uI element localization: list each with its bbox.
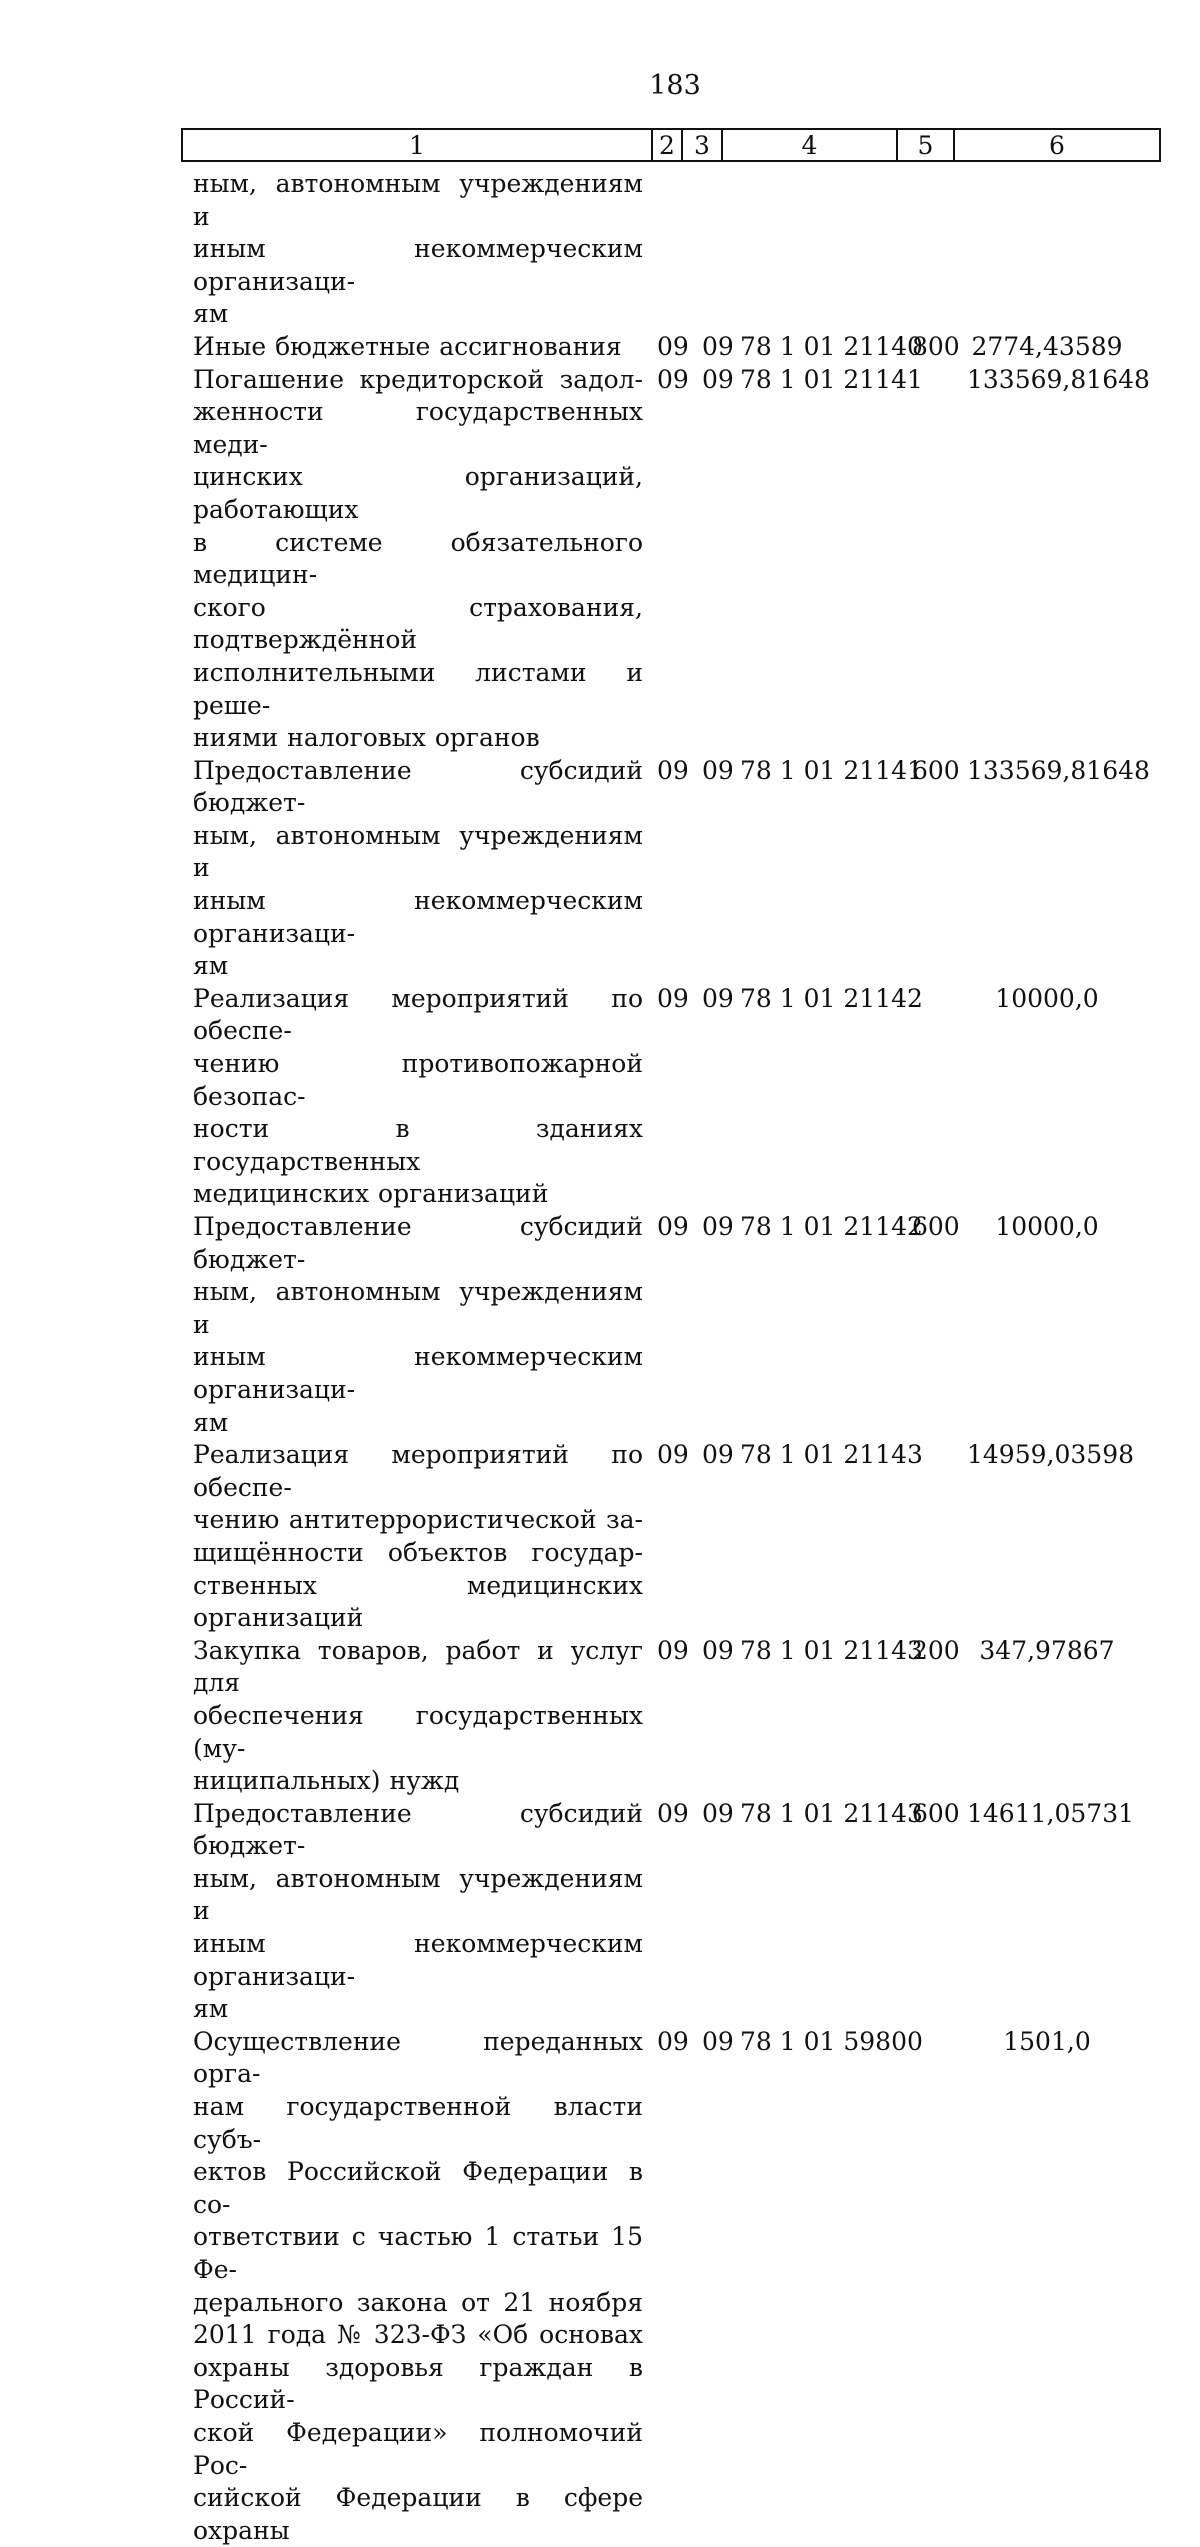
target-article-code: 78 1 01 21142: [740, 983, 923, 1013]
amount: 133569,81648: [967, 755, 1150, 785]
target-article-code: 78 1 01 21142: [740, 1212, 923, 1241]
row-name: [193, 1439, 643, 1635]
row-name: [193, 331, 643, 364]
target-article-code: 78 1 01 21143: [740, 1440, 923, 1470]
row-name: [193, 1211, 643, 1439]
row-name-line: ям: [193, 951, 229, 981]
page-number: 183: [649, 70, 701, 101]
table-row: [193, 331, 1173, 364]
subsection-code: 09: [702, 2026, 734, 2056]
row-name-line: щищённости объектов государ-: [193, 1537, 643, 1567]
section-code: 09: [657, 364, 689, 394]
row-name: [193, 168, 643, 331]
row-name-line: иным некоммерческим организаци-: [193, 886, 643, 948]
section-code: 09: [657, 1212, 689, 1241]
column-header-3: 3: [683, 130, 723, 160]
row-name-line: женности государственных меди-: [193, 397, 643, 459]
row-name-line: ственных медицинских организаций: [193, 1570, 643, 1633]
row-name-line: 2011 года № 323-ФЗ «Об основах: [193, 2320, 643, 2350]
row-name-line: Предоставление субсидий бюджет-: [193, 755, 643, 818]
row-name: [193, 755, 643, 983]
subsection-code: 09: [702, 364, 734, 394]
amount: 10000,0: [995, 1212, 1099, 1241]
amount: 347,97867: [979, 1635, 1115, 1665]
expense-type-code: 600: [912, 755, 960, 785]
row-name-line: в системе обязательного медицин-: [193, 527, 643, 590]
amount: 2774,43589: [971, 331, 1123, 361]
row-name-line: медицинских организаций: [193, 1179, 549, 1209]
table-body: [193, 168, 1173, 2547]
subsection-code: 09: [702, 983, 734, 1013]
row-name-line: ской Федерации» полномочий Рос-: [193, 2417, 643, 2480]
table-row: [193, 2026, 1173, 2547]
row-name-line: ского страхования, подтверждённой: [193, 592, 643, 655]
row-name-line: дерального закона от 21 ноября: [193, 2287, 643, 2317]
row-name-line: Закупка товаров, работ и услуг для: [193, 1635, 643, 1698]
row-name-line: ям: [193, 299, 229, 329]
amount: 10000,0: [995, 983, 1099, 1013]
row-name-line: охраны здоровья граждан в Россий-: [193, 2352, 643, 2415]
amount: 1501,0: [1003, 2026, 1091, 2056]
table-row: [193, 364, 1173, 755]
row-name-line: Реализация мероприятий по обеспе-: [193, 1440, 643, 1502]
subsection-code: 09: [702, 331, 734, 361]
subsection-code: 09: [702, 1635, 734, 1665]
section-code: 09: [657, 1635, 689, 1665]
target-article-code: 78 1 01 21141: [740, 755, 923, 785]
row-name-line: ям: [193, 1994, 229, 2024]
expense-type-code: 600: [912, 1798, 960, 1828]
row-name-line: Реализация мероприятий по обеспе-: [193, 983, 643, 1046]
table-row: [193, 983, 1173, 1211]
row-name-line: сийской Федерации в сфере охраны: [193, 2483, 643, 2545]
row-name-line: иным некоммерческим организаци-: [193, 234, 643, 296]
row-name-line: ным, автономным учреждениям и: [193, 1277, 643, 1339]
row-name-line: обеспечения государственных (му-: [193, 1700, 643, 1763]
column-header-2: 2: [653, 130, 683, 160]
column-header-1: 1: [183, 130, 653, 160]
row-name: [193, 983, 643, 1211]
row-name-line: цинских организаций, работающих: [193, 462, 643, 524]
target-article-code: 78 1 01 21143: [740, 1798, 923, 1828]
table-header: [181, 128, 1161, 162]
subsection-code: 09: [702, 1440, 734, 1470]
table-row: [193, 1798, 1173, 2026]
amount: 14959,03598: [967, 1440, 1135, 1470]
row-name: [193, 2026, 643, 2547]
row-name-line: иным некоммерческим организаци-: [193, 1929, 643, 1991]
row-name-line: исполнительными листами и реше-: [193, 657, 643, 720]
subsection-code: 09: [702, 755, 734, 785]
row-name-line: ным, автономным учреждениям и: [193, 1863, 643, 1926]
section-code: 09: [657, 755, 689, 785]
row-name-line: ответствии с частью 1 статьи 15 Фе-: [193, 2222, 643, 2284]
expense-type-code: 200: [912, 1635, 960, 1665]
column-header-6: 6: [1049, 130, 1065, 160]
row-name-line: ниципальных) нужд: [193, 1766, 460, 1796]
section-code: 09: [657, 1440, 689, 1470]
row-name-line: Предоставление субсидий бюджет-: [193, 1212, 643, 1274]
subsection-code: 09: [702, 1798, 734, 1828]
section-code: 09: [657, 2026, 689, 2056]
row-name-line: ным, автономным учреждениям и: [193, 169, 643, 231]
target-article-code: 78 1 01 21141: [740, 364, 923, 394]
expense-type-code: 600: [912, 1212, 960, 1241]
row-name-line: ным, автономным учреждениям и: [193, 820, 643, 883]
column-header-5: 5: [898, 130, 955, 160]
row-name: [193, 1635, 643, 1798]
row-name-line: Осуществление переданных орга-: [193, 2026, 643, 2089]
table-row: [193, 755, 1173, 983]
row-name: [193, 1798, 643, 2026]
section-code: 09: [657, 983, 689, 1013]
target-article-code: 78 1 01 21140: [740, 331, 923, 361]
row-name-line: Погашение кредиторской задол-: [193, 364, 643, 394]
table-row: [193, 1635, 1173, 1798]
table-row: [193, 1439, 1173, 1635]
target-article-code: 78 1 01 21143: [740, 1635, 923, 1665]
target-article-code: 78 1 01 59800: [740, 2026, 923, 2056]
expense-type-code: 800: [912, 331, 960, 361]
row-name-line: ектов Российской Федерации в со-: [193, 2157, 643, 2219]
table-row: [193, 168, 1173, 331]
subsection-code: 09: [702, 1212, 734, 1241]
row-name-line: иным некоммерческим организаци-: [193, 1342, 643, 1404]
row-name-line: ниями налоговых органов: [193, 723, 540, 753]
section-code: 09: [657, 1798, 689, 1828]
row-name-line: ности в зданиях государственных: [193, 1114, 643, 1176]
row-name: [193, 364, 643, 755]
table-row: [193, 1211, 1173, 1439]
row-name-line: чению противопожарной безопас-: [193, 1049, 643, 1111]
row-name-line: Предоставление субсидий бюджет-: [193, 1798, 643, 1861]
amount: 133569,81648: [967, 364, 1150, 394]
amount: 14611,05731: [967, 1798, 1135, 1828]
row-name-line: чению антитеррористической за-: [193, 1505, 643, 1535]
row-name-line: ям: [193, 1407, 229, 1437]
column-header-4: 4: [723, 130, 898, 160]
row-name-line: Иные бюджетные ассигнования: [193, 331, 622, 361]
section-code: 09: [657, 331, 689, 361]
row-name-line: нам государственной власти субъ-: [193, 2092, 643, 2154]
